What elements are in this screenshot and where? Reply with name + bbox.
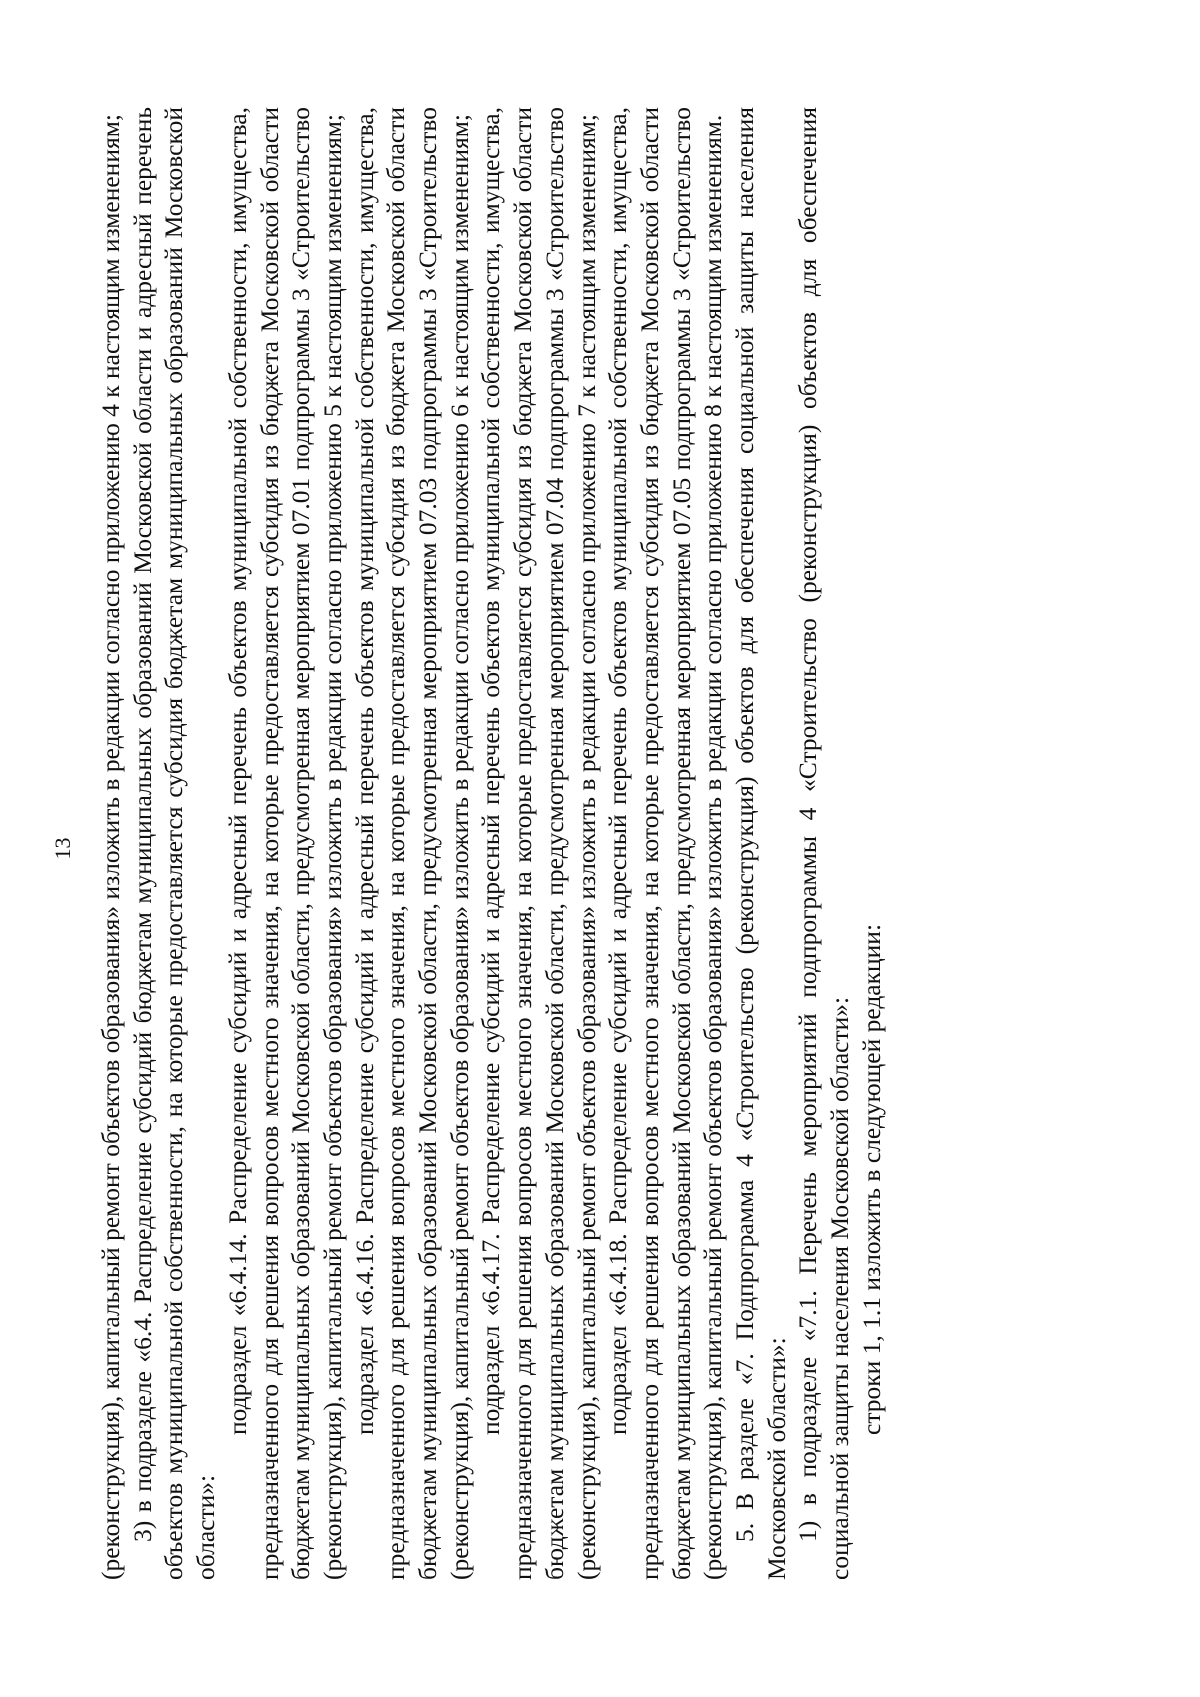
- paragraph-subsection-6-4-17: подраздел «6.4.17. Распределение субсидий и адресный перечень объектов муниципальной собственности, имущества, предназначенного для решения вопросов местного значения, на которые предоставляется субсидия из бюджета Московской области бюджетам муниципальных образований Московской области, предусмотренная мероприятием 07.04 подпрограммы 3 «Строительство (реконструкция), капитальный ремонт объектов образования» изложить в редакции согласно приложению 7 к настоящим изменениям;: [476, 107, 601, 1580]
- page-number: 13: [50, 837, 75, 860]
- paragraph-section-5: 5. В разделе «7. Подпрограмма 4 «Строительство (реконструкция) объектов для обеспечения социальной защиты населения Московской области»:: [730, 107, 791, 1580]
- paragraph-rows-instruction: строки 1, 1.1 изложить в следующей редакции:: [856, 923, 886, 1435]
- paragraph-item-1: 1) в подразделе «7.1. Перечень мероприятий подпрограммы 4 «Строительство (реконструкция) объектов для обеспечения социальной защиты населения Московской области»:: [793, 107, 855, 1580]
- paragraph-subsection-6-4-14: подраздел «6.4.14. Распределение субсидий и адресный перечень объектов муниципальной собственности, имущества, предназначенного для решения вопросов местного значения, на которые предоставляется субсидия из бюджета Московской области бюджетам муниципальных образований Московской области, предусмотренная мероприятием 07.01 подпрограммы 3 «Строительство (реконструкция), капитальный ремонт объектов образования» изложить в редакции согласно приложению 5 к настоящим изменениям;: [222, 107, 347, 1580]
- paragraph-subsection-6-4-18: подраздел «6.4.18. Распределение субсидий и адресный перечень объектов муниципальной собственности, имущества, предназначенного для решения вопросов местного значения, на которые предоставляется субсидия из бюджета Московской области бюджетам муниципальных образований Московской области, предусмотренная мероприятием 07.05 подпрограммы 3 «Строительство (реконструкция), капитальный ремонт объектов образования» изложить в редакции согласно приложению 8 к настоящим изменениям.: [603, 107, 728, 1580]
- document-body: [95, 107, 888, 1580]
- paragraph-continuation: (реконструкция), капитальный ремонт объектов образования» изложить в редакции согласно приложению 4 к настоящим изменениям;: [96, 114, 125, 1580]
- paragraph-item-3: 3) в подразделе «6.4. Распределение субсидий бюджетам муниципальных образований Московской области и адресный перечень объектов муниципальной собственности, на которые предоставляется субсидия бюджетам муниципальных образований Московской области»:: [127, 107, 221, 1580]
- paragraph-subsection-6-4-16: подраздел «6.4.16. Распределение субсидий и адресный перечень объектов муниципальной собственности, имущества, предназначенного для решения вопросов местного значения, на которые предоставляется субсидия из бюджета Московской области бюджетам муниципальных образований Московской области, предусмотренная мероприятием 07.03 подпрограммы 3 «Строительство (реконструкция), капитальный ремонт объектов образования» изложить в редакции согласно приложению 6 к настоящим изменениям;: [349, 107, 474, 1580]
